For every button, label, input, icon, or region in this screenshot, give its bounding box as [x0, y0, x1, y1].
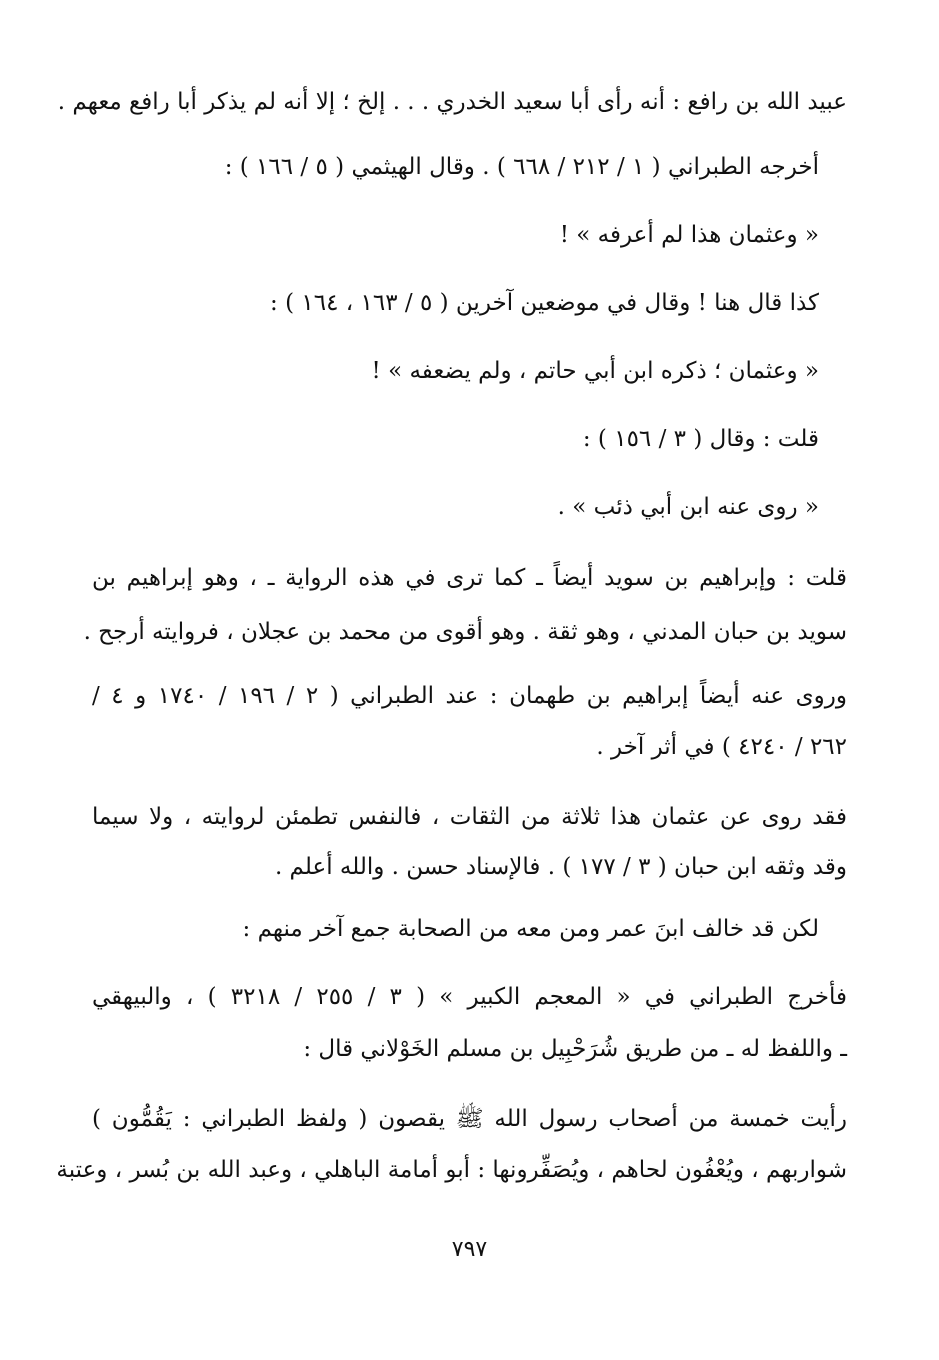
- text-line: قلت : وإبراهيم بن سويد أيضاً ـ كما ترى في هذه الرواية ـ ، وهو إبراهيم بن: [92, 565, 847, 591]
- text-line: ٢٦٢ / ٤٢٤٠ ) في أثر آخر .: [596, 734, 847, 760]
- text-line: « وعثمان ؛ ذكره ابن أبي حاتم ، ولم يضعفه » !: [371, 358, 819, 384]
- text-line: أخرجه الطبراني ( ١ / ٢١٢ / ٦٦٨ ) . وقال الهيثمي ( ٥ / ١٦٦ ) :: [224, 154, 819, 180]
- text-line: رأيت خمسة من أصحاب رسول الله ﷺ يقصون ( ولفظ الطبراني : يَقُمُّون ): [92, 1106, 847, 1132]
- text-line: كذا قال هنا ! وقال في موضعين آخرين ( ٥ / ١٦٣ ، ١٦٤ ) :: [270, 290, 819, 316]
- text-line: لكن قد خالف ابنَ عمر ومن معه من الصحابة جمع آخر منهم :: [242, 916, 819, 942]
- text-line: شواربهم ، ويُعْفُون لحاهم ، ويُصَفِّرونها : أبو أمامة الباهلي ، وعبد الله بن بُسر ، وعتبة: [56, 1157, 847, 1183]
- page-number: ٧٩٧: [451, 1237, 488, 1262]
- text-line: وروى عنه أيضاً إبراهيم بن طهمان : عند الطبراني ( ٢ / ١٩٦ / ١٧٤٠ و ٤ /: [92, 683, 847, 709]
- text-line: « روى عنه ابن أبي ذئب » .: [557, 494, 819, 520]
- text-line: سويد بن حبان المدني ، وهو ثقة . وهو أقوى من محمد بن عجلان ، فروايته أرجح .: [83, 619, 847, 645]
- text-line: ـ واللفظ له ـ من طريق شُرَحْبِيل بن مسلم الخَوْلاني قال :: [303, 1036, 847, 1062]
- text-line: قلت : وقال ( ٣ / ١٥٦ ) :: [582, 426, 819, 452]
- text-line: فقد روى عن عثمان هذا ثلاثة من الثقات ، فالنفس تطمئن لروايته ، ولا سيما: [92, 804, 847, 830]
- text-line: عبيد الله بن رافع : أنه رأى أبا سعيد الخدري . . . إلخ ؛ إلا أنه لم يذكر أبا رافع معهم .: [57, 89, 847, 115]
- text-line: فأخرج الطبراني في « المعجم الكبير » ( ٣ / ٢٥٥ / ٣٢١٨ ) ، والبيهقي: [92, 984, 847, 1010]
- text-line: وقد وثقه ابن حبان ( ٣ / ١٧٧ ) . فالإسناد حسن . والله أعلم .: [274, 854, 847, 880]
- text-line: « وعثمان هذا لم أعرفه » !: [559, 222, 819, 248]
